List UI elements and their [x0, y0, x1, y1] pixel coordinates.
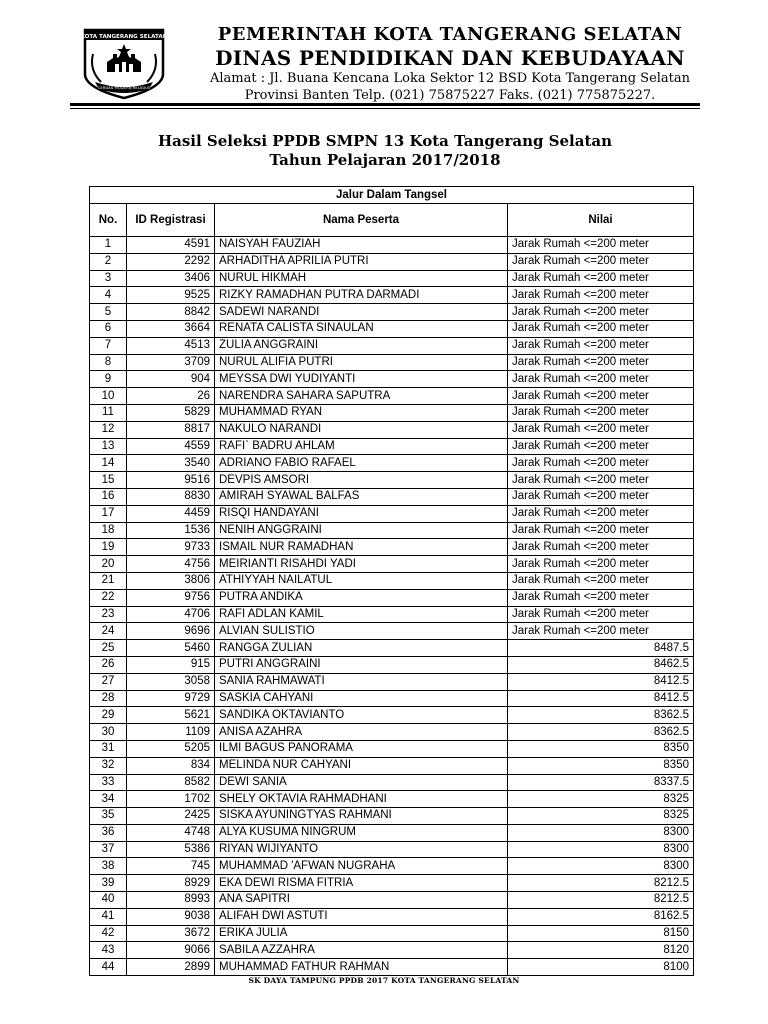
row-number: 22	[90, 589, 127, 606]
registration-id: 5386	[127, 841, 215, 858]
registration-id: 3058	[127, 673, 215, 690]
row-number: 37	[90, 841, 127, 858]
table-row	[90, 824, 694, 841]
row-number: 19	[90, 539, 127, 556]
table-row	[90, 354, 694, 371]
logo-bottom-text: CERDAS MODERN RELIGIUS	[97, 85, 151, 90]
table-row	[90, 740, 694, 757]
participant-name: ADRIANO FABIO RAFAEL	[215, 455, 508, 472]
table-row	[90, 421, 694, 438]
participant-name: RIYAN WIJIYANTO	[215, 841, 508, 858]
participant-name: NAKULO NARANDI	[215, 421, 508, 438]
registration-id: 3540	[127, 455, 215, 472]
row-number: 40	[90, 892, 127, 909]
row-number: 10	[90, 388, 127, 405]
government-name: PEMERINTAH KOTA TANGERANG SELATAN	[217, 24, 683, 45]
table-row	[90, 640, 694, 657]
registration-id: 3709	[127, 354, 215, 371]
registration-id: 26	[127, 388, 215, 405]
score-value: 8100	[508, 959, 694, 976]
score-value: Jarak Rumah <=200 meter	[508, 371, 694, 388]
row-number: 35	[90, 808, 127, 825]
row-number: 21	[90, 572, 127, 589]
participant-name: PUTRA ANDIKA	[215, 589, 508, 606]
score-value: Jarak Rumah <=200 meter	[508, 606, 694, 623]
participant-name: MELINDA NUR CAHYANI	[215, 757, 508, 774]
participant-name: ILMI BAGUS PANORAMA	[215, 740, 508, 757]
registration-id: 3664	[127, 320, 215, 337]
row-number: 41	[90, 908, 127, 925]
participant-name: NURUL HIKMAH	[215, 270, 508, 287]
score-value: 8350	[508, 757, 694, 774]
participant-name: SHELY OKTAVIA RAHMADHANI	[215, 791, 508, 808]
score-value: Jarak Rumah <=200 meter	[508, 287, 694, 304]
participant-name: NENIH ANGGRAINI	[215, 522, 508, 539]
registration-id: 5460	[127, 640, 215, 657]
table-row	[90, 606, 694, 623]
registration-id: 9733	[127, 539, 215, 556]
score-value: 8212.5	[508, 875, 694, 892]
row-number: 36	[90, 824, 127, 841]
registration-id: 4559	[127, 438, 215, 455]
row-number: 14	[90, 455, 127, 472]
table-row	[90, 841, 694, 858]
table-row	[90, 572, 694, 589]
row-number: 1	[90, 237, 127, 254]
table-row	[90, 488, 694, 505]
row-number: 28	[90, 690, 127, 707]
row-number: 42	[90, 925, 127, 942]
participant-name: NARENDRA SAHARA SAPUTRA	[215, 388, 508, 405]
registration-id: 1702	[127, 791, 215, 808]
score-value: 8350	[508, 740, 694, 757]
participant-name: ARHADITHA APRILIA PUTRI	[215, 253, 508, 270]
participant-name: SADEWI NARANDI	[215, 304, 508, 321]
score-value: Jarak Rumah <=200 meter	[508, 623, 694, 640]
score-value: Jarak Rumah <=200 meter	[508, 539, 694, 556]
registration-id: 9516	[127, 472, 215, 489]
participant-name: SISKA AYUNINGTYAS RAHMANI	[215, 808, 508, 825]
score-value: 8362.5	[508, 707, 694, 724]
participant-name: NURUL ALIFIA PUTRI	[215, 354, 508, 371]
score-value: 8325	[508, 791, 694, 808]
table-row	[90, 707, 694, 724]
document-title	[90, 132, 680, 170]
registration-id: 2899	[127, 959, 215, 976]
participant-name: ALYA KUSUMA NINGRUM	[215, 824, 508, 841]
row-number: 7	[90, 337, 127, 354]
score-value: Jarak Rumah <=200 meter	[508, 455, 694, 472]
registration-id: 1536	[127, 522, 215, 539]
table-row	[90, 371, 694, 388]
participant-name: ISMAIL NUR RAMADHAN	[215, 539, 508, 556]
registration-id: 4706	[127, 606, 215, 623]
row-number: 8	[90, 354, 127, 371]
table-row	[90, 237, 694, 254]
participant-name: DEWI SANIA	[215, 774, 508, 791]
row-number: 33	[90, 774, 127, 791]
score-value: Jarak Rumah <=200 meter	[508, 270, 694, 287]
participant-name: ATHIYYAH NAILATUL	[215, 572, 508, 589]
participant-name: NAISYAH FAUZIAH	[215, 237, 508, 254]
row-number: 31	[90, 740, 127, 757]
row-number: 44	[90, 959, 127, 976]
header-no: No.	[90, 204, 127, 237]
row-number: 32	[90, 757, 127, 774]
score-value: 8462.5	[508, 656, 694, 673]
participant-name: MUHAMMAD RYAN	[215, 404, 508, 421]
table-row	[90, 539, 694, 556]
participant-name: ERIKA JULIA	[215, 925, 508, 942]
header-name: Nama Peserta	[215, 204, 508, 237]
score-value: 8212.5	[508, 892, 694, 909]
row-number: 9	[90, 371, 127, 388]
score-value: Jarak Rumah <=200 meter	[508, 421, 694, 438]
registration-id: 915	[127, 656, 215, 673]
registration-id: 3406	[127, 270, 215, 287]
table-row	[90, 404, 694, 421]
score-value: Jarak Rumah <=200 meter	[508, 354, 694, 371]
score-value: 8412.5	[508, 690, 694, 707]
row-number: 25	[90, 640, 127, 657]
registration-id: 9038	[127, 908, 215, 925]
participant-name: AMIRAH SYAWAL BALFAS	[215, 488, 508, 505]
table-row	[90, 791, 694, 808]
registration-id: 8929	[127, 875, 215, 892]
registration-id: 3672	[127, 925, 215, 942]
registration-id: 8582	[127, 774, 215, 791]
letterhead-divider-thin	[70, 108, 700, 109]
row-number: 4	[90, 287, 127, 304]
table-row	[90, 925, 694, 942]
participant-name: ZULIA ANGGRAINI	[215, 337, 508, 354]
title-line-1: Hasil Seleksi PPDB SMPN 13 Kota Tangerang Selatan	[157, 132, 613, 150]
table-row	[90, 472, 694, 489]
title-line-2: Tahun Pelajaran 2017/2018	[269, 151, 501, 169]
score-value: 8300	[508, 824, 694, 841]
registration-id: 1109	[127, 724, 215, 741]
row-number: 24	[90, 623, 127, 640]
registration-id: 2425	[127, 808, 215, 825]
table-row	[90, 892, 694, 909]
table-row	[90, 337, 694, 354]
table-row	[90, 455, 694, 472]
row-number: 26	[90, 656, 127, 673]
row-number: 11	[90, 404, 127, 421]
table-row	[90, 304, 694, 321]
score-value: Jarak Rumah <=200 meter	[508, 556, 694, 573]
participant-name: DEVPIS AMSORI	[215, 472, 508, 489]
table-row	[90, 774, 694, 791]
row-number: 30	[90, 724, 127, 741]
table-row	[90, 522, 694, 539]
registration-id: 8830	[127, 488, 215, 505]
registration-id: 5205	[127, 740, 215, 757]
table-row	[90, 505, 694, 522]
row-number: 17	[90, 505, 127, 522]
table-row	[90, 724, 694, 741]
score-value: 8362.5	[508, 724, 694, 741]
participant-name: SANIA RAHMAWATI	[215, 673, 508, 690]
table-row	[90, 589, 694, 606]
score-value: 8162.5	[508, 908, 694, 925]
agency-name: DINAS PENDIDIKAN DAN KEBUDAYAAN	[215, 46, 685, 70]
table-row	[90, 808, 694, 825]
participant-name: RISQI HANDAYANI	[215, 505, 508, 522]
row-number: 6	[90, 320, 127, 337]
score-value: Jarak Rumah <=200 meter	[508, 522, 694, 539]
row-number: 5	[90, 304, 127, 321]
registration-id: 8817	[127, 421, 215, 438]
registration-id: 8842	[127, 304, 215, 321]
participant-name: MUHAMMAD FATHUR RAHMAN	[215, 959, 508, 976]
score-value: Jarak Rumah <=200 meter	[508, 589, 694, 606]
row-number: 43	[90, 942, 127, 959]
table-row	[90, 656, 694, 673]
table-row	[90, 320, 694, 337]
table-row	[90, 757, 694, 774]
score-value: 8300	[508, 841, 694, 858]
row-number: 27	[90, 673, 127, 690]
logo-top-text: KOTA TANGERANG SELATAN	[80, 34, 168, 40]
table-row	[90, 556, 694, 573]
table-row	[90, 858, 694, 875]
registration-id: 745	[127, 858, 215, 875]
registration-id: 8993	[127, 892, 215, 909]
participant-name: SABILA AZZAHRA	[215, 942, 508, 959]
participant-name: MEIRIANTI RISAHDI YADI	[215, 556, 508, 573]
letterhead	[180, 24, 720, 104]
table-row	[90, 287, 694, 304]
participant-name: RAFI ADLAN KAMIL	[215, 606, 508, 623]
table-row	[90, 270, 694, 287]
row-number: 34	[90, 791, 127, 808]
score-value: Jarak Rumah <=200 meter	[508, 388, 694, 405]
registration-id: 5621	[127, 707, 215, 724]
score-value: Jarak Rumah <=200 meter	[508, 337, 694, 354]
table-caption: Jalur Dalam Tangsel	[90, 187, 694, 204]
registration-id: 9066	[127, 942, 215, 959]
registration-id: 9756	[127, 589, 215, 606]
table-row	[90, 959, 694, 976]
footer-note: SK DAYA TAMPUNG PPDB 2017 KOTA TANGERANG SELATAN	[248, 976, 520, 985]
row-number: 29	[90, 707, 127, 724]
participant-name: RAFI` BADRU AHLAM	[215, 438, 508, 455]
table-row	[90, 623, 694, 640]
score-value: 8150	[508, 925, 694, 942]
selection-results-table	[89, 186, 694, 976]
participant-name: ANA SAPITRI	[215, 892, 508, 909]
score-value: Jarak Rumah <=200 meter	[508, 404, 694, 421]
registration-id: 4756	[127, 556, 215, 573]
registration-id: 9696	[127, 623, 215, 640]
registration-id: 904	[127, 371, 215, 388]
row-number: 18	[90, 522, 127, 539]
registration-id: 9525	[127, 287, 215, 304]
row-number: 12	[90, 421, 127, 438]
score-value: Jarak Rumah <=200 meter	[508, 488, 694, 505]
row-number: 15	[90, 472, 127, 489]
registration-id: 4459	[127, 505, 215, 522]
participant-name: ALVIAN SULISTIO	[215, 623, 508, 640]
score-value: Jarak Rumah <=200 meter	[508, 438, 694, 455]
participant-name: ANISA AZAHRA	[215, 724, 508, 741]
score-value: 8120	[508, 942, 694, 959]
score-value: Jarak Rumah <=200 meter	[508, 472, 694, 489]
table-row	[90, 673, 694, 690]
registration-id: 5829	[127, 404, 215, 421]
row-number: 16	[90, 488, 127, 505]
participant-name: RENATA CALISTA SINAULAN	[215, 320, 508, 337]
score-value: Jarak Rumah <=200 meter	[508, 572, 694, 589]
participant-name: RIZKY RAMADHAN PUTRA DARMADI	[215, 287, 508, 304]
address-line: Alamat : Jl. Buana Kencana Loka Sektor 12 BSD Kota Tangerang Selatan	[209, 71, 691, 86]
row-number: 13	[90, 438, 127, 455]
registration-id: 4513	[127, 337, 215, 354]
score-value: 8325	[508, 808, 694, 825]
score-value: Jarak Rumah <=200 meter	[508, 253, 694, 270]
table-row	[90, 253, 694, 270]
score-value: 8337.5	[508, 774, 694, 791]
score-value: Jarak Rumah <=200 meter	[508, 304, 694, 321]
registration-id: 834	[127, 757, 215, 774]
score-value: Jarak Rumah <=200 meter	[508, 237, 694, 254]
participant-name: RANGGA ZULIAN	[215, 640, 508, 657]
score-value: 8487.5	[508, 640, 694, 657]
row-number: 23	[90, 606, 127, 623]
participant-name: MUHAMMAD 'AFWAN NUGRAHA	[215, 858, 508, 875]
row-number: 20	[90, 556, 127, 573]
participant-name: EKA DEWI RISMA FITRIA	[215, 875, 508, 892]
score-value: Jarak Rumah <=200 meter	[508, 505, 694, 522]
registration-id: 4748	[127, 824, 215, 841]
registration-id: 3806	[127, 572, 215, 589]
table-body	[90, 237, 694, 976]
city-crest-logo	[79, 26, 169, 102]
header-id: ID Registrasi	[127, 204, 215, 237]
registration-id: 2292	[127, 253, 215, 270]
participant-name: SASKIA CAHYANI	[215, 690, 508, 707]
row-number: 3	[90, 270, 127, 287]
table-row	[90, 438, 694, 455]
participant-name: SANDIKA OKTAVIANTO	[215, 707, 508, 724]
row-number: 39	[90, 875, 127, 892]
table-row	[90, 942, 694, 959]
table-row	[90, 388, 694, 405]
participant-name: PUTRI ANGGRAINI	[215, 656, 508, 673]
letterhead-divider-thick	[70, 103, 700, 106]
participant-name: ALIFAH DWI ASTUTI	[215, 908, 508, 925]
score-value: Jarak Rumah <=200 meter	[508, 320, 694, 337]
score-value: 8412.5	[508, 673, 694, 690]
registration-id: 4591	[127, 237, 215, 254]
row-number: 2	[90, 253, 127, 270]
registration-id: 9729	[127, 690, 215, 707]
table-row	[90, 875, 694, 892]
participant-name: MEYSSA DWI YUDIYANTI	[215, 371, 508, 388]
table-row	[90, 690, 694, 707]
contact-line: Provinsi Banten Telp. (021) 75875227 Faks. (021) 775875227.	[244, 88, 656, 103]
row-number: 38	[90, 858, 127, 875]
score-value: 8300	[508, 858, 694, 875]
header-value: Nilai	[508, 204, 694, 237]
table-row	[90, 908, 694, 925]
